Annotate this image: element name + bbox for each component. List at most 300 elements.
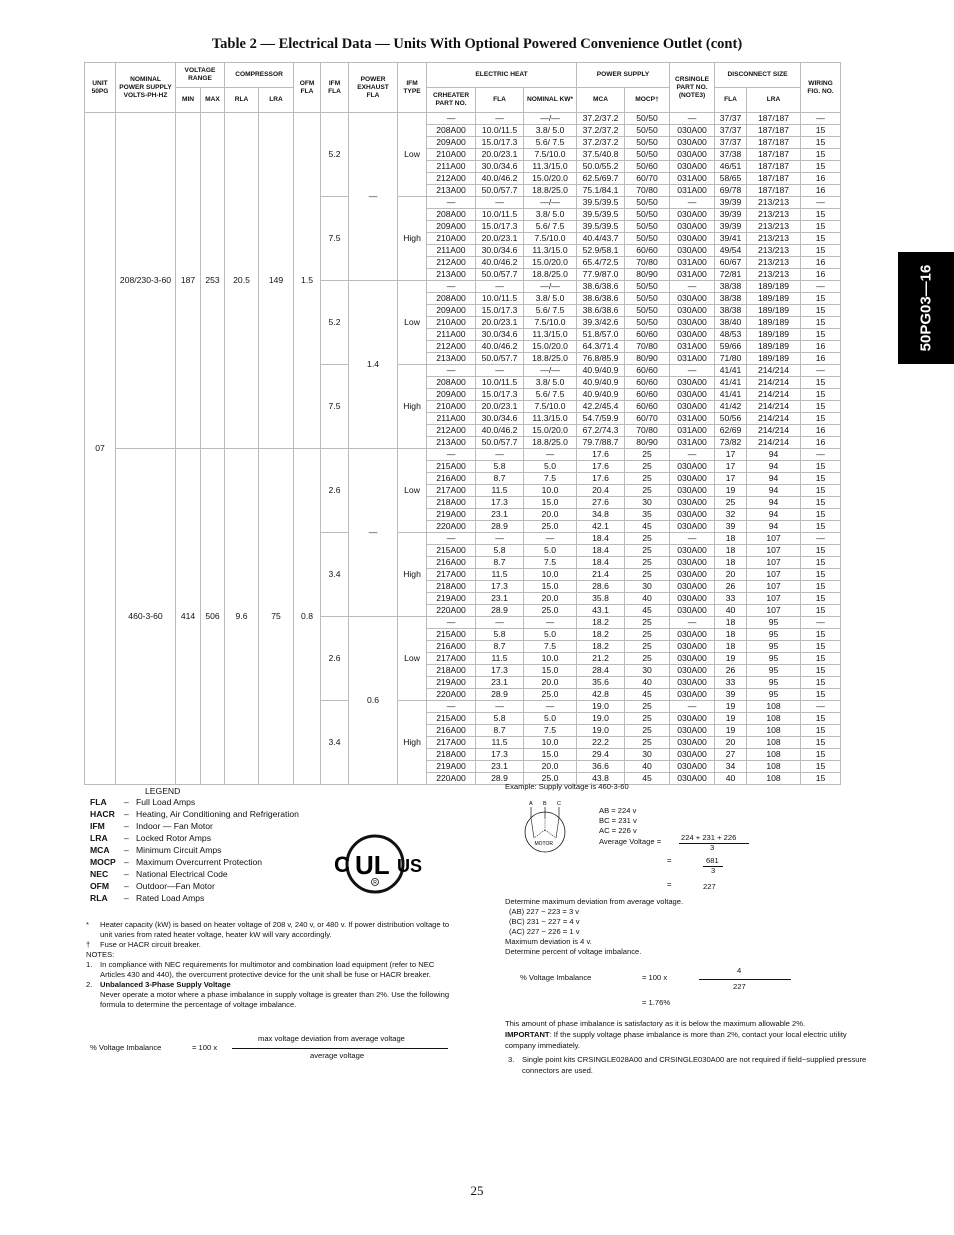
cell-crsingle: 030A00 [670,557,715,569]
cell-disconnect-fla: 72/81 [715,269,747,281]
cell-heater-fla: — [476,533,524,545]
cell-nominal-kw: 5.6/ 7.5 [524,305,577,317]
sum-numerator: 681 [706,856,719,865]
cell-nominal-kw: 3.8/ 5.0 [524,377,577,389]
cell-compressor-lra: 149 [259,113,294,449]
cell-crheater: 211A00 [427,329,476,341]
cell-crsingle: 030A00 [670,713,715,725]
cell-mca: 17.6 [577,473,625,485]
cell-mocp: 50/50 [625,113,670,125]
cell-compressor-lra: 75 [259,449,294,785]
cell-nominal-kw: 5.0 [524,713,577,725]
cell-voltage-max: 253 [201,113,225,449]
cell-ifm-type: Low [398,281,427,365]
cell-crheater: 219A00 [427,677,476,689]
cell-crsingle: 031A00 [670,257,715,269]
cell-disconnect-fla: 19 [715,725,747,737]
cell-heater-fla: — [476,113,524,125]
cell-crheater: — [427,449,476,461]
cell-crsingle: 030A00 [670,653,715,665]
cell-mca: 54.7/59.9 [577,413,625,425]
cell-wiring-fig: — [801,113,841,125]
cell-heater-fla: 17.3 [476,665,524,677]
cell-crheater: 210A00 [427,401,476,413]
cell-wiring-fig: 15 [801,629,841,641]
cell-disconnect-lra: 189/189 [747,329,801,341]
cell-crsingle: 031A00 [670,341,715,353]
cell-disconnect-lra: 107 [747,593,801,605]
cell-mca: 18.2 [577,617,625,629]
cell-wiring-fig: 15 [801,149,841,161]
legend-item: RLA – Rated Load Amps [90,893,205,903]
note-2: 2. Unbalanced 3-Phase Supply Voltage Never operate a motor where a phase imbalance in supply voltage is greater than 2%. Use the following formula to determine the percentage of voltage imbalance. [86,980,450,1009]
cell-mocp: 50/50 [625,149,670,161]
cell-mca: 18.2 [577,641,625,653]
cell-mocp: 50/50 [625,305,670,317]
cell-disconnect-fla: 20 [715,737,747,749]
cell-mca: 37.2/37.2 [577,113,625,125]
cell-disconnect-lra: 214/214 [747,389,801,401]
legend-item: NEC – National Electrical Code [90,869,228,879]
cell-disconnect-lra: 94 [747,473,801,485]
cell-disconnect-lra: 94 [747,449,801,461]
cell-disconnect-fla: 73/82 [715,437,747,449]
cell-mocp: 45 [625,605,670,617]
cell-wiring-fig: 15 [801,221,841,233]
cell-nominal-kw: 25.0 [524,605,577,617]
cell-disconnect-lra: 107 [747,545,801,557]
cell-mca: 35.6 [577,677,625,689]
cell-mca: 52.9/58.1 [577,245,625,257]
cell-disconnect-lra: 95 [747,665,801,677]
legend-item: LRA – Locked Rotor Amps [90,833,211,843]
cell-crsingle: 031A00 [670,413,715,425]
cell-crsingle: 030A00 [670,221,715,233]
cell-wiring-fig: 16 [801,341,841,353]
header-mocp: MOCP† [625,88,670,113]
cell-mocp: 45 [625,773,670,785]
cell-disconnect-lra: 107 [747,605,801,617]
cell-disconnect-fla: 32 [715,509,747,521]
cell-disconnect-fla: 39/39 [715,221,747,233]
motor-diagram [520,798,570,854]
cell-heater-fla: 23.1 [476,677,524,689]
cell-mca: 39.5/39.5 [577,221,625,233]
cell-voltage-min: 414 [176,449,201,785]
cell-heater-fla: 40.0/46.2 [476,425,524,437]
pct-numerator: 4 [737,966,742,975]
cell-disconnect-lra: 107 [747,533,801,545]
cell-heater-fla: 8.7 [476,473,524,485]
cell-heater-fla: 50.0/57.7 [476,353,524,365]
cell-disconnect-lra: 108 [747,701,801,713]
cell-disconnect-fla: 41/41 [715,377,747,389]
cell-wiring-fig: 15 [801,581,841,593]
cell-mca: 38.6/38.6 [577,281,625,293]
cell-ofm-fla: 1.5 [294,113,321,449]
cell-disconnect-lra: 189/189 [747,353,801,365]
cell-disconnect-fla: 18 [715,617,747,629]
cell-disconnect-lra: 214/214 [747,437,801,449]
cell-disconnect-fla: 48/53 [715,329,747,341]
cell-ifm-fla: 2.6 [321,617,349,701]
cell-mca: 50.0/55.2 [577,161,625,173]
cell-heater-fla: 5.8 [476,545,524,557]
cell-crheater: — [427,701,476,713]
cell-ifm-fla: 7.5 [321,365,349,449]
cell-wiring-fig: 16 [801,173,841,185]
header-power-supply: POWER SUPPLY [577,63,670,88]
cell-crsingle: — [670,533,715,545]
cell-mocp: 25 [625,629,670,641]
cell-mca: 65.4/72.5 [577,257,625,269]
cell-mca: 40.9/40.9 [577,377,625,389]
cell-nominal-kw: 15.0/20.0 [524,257,577,269]
cell-mca: 18.4 [577,557,625,569]
cell-crsingle: — [670,365,715,377]
pct-denominator: 227 [733,982,746,991]
cell-mocp: 25 [625,557,670,569]
cell-wiring-fig: 15 [801,125,841,137]
cell-wiring-fig: 15 [801,509,841,521]
cell-mocp: 25 [625,569,670,581]
cell-nominal-kw: 10.0 [524,653,577,665]
cell-crheater: 220A00 [427,605,476,617]
cell-disconnect-fla: 18 [715,533,747,545]
ul-letters: UL [355,850,390,880]
cell-disconnect-fla: 18 [715,641,747,653]
cell-mocp: 25 [625,485,670,497]
cell-crsingle: 030A00 [670,581,715,593]
cell-wiring-fig: 15 [801,713,841,725]
cell-mocp: 70/80 [625,341,670,353]
cell-crheater: 218A00 [427,749,476,761]
cell-crsingle: 030A00 [670,233,715,245]
cell-wiring-fig: 15 [801,389,841,401]
cell-disconnect-lra: 94 [747,485,801,497]
cell-nominal-kw: 3.8/ 5.0 [524,293,577,305]
cell-disconnect-lra: 95 [747,677,801,689]
cell-heater-fla: 15.0/17.3 [476,305,524,317]
cell-mca: 21.2 [577,653,625,665]
cell-mocp: 40 [625,761,670,773]
cell-mocp: 80/90 [625,269,670,281]
cell-wiring-fig: 15 [801,773,841,785]
cell-heater-fla: 23.1 [476,761,524,773]
cell-wiring-fig: 15 [801,293,841,305]
cell-heater-fla: 15.0/17.3 [476,221,524,233]
cell-crheater: 217A00 [427,485,476,497]
cell-wiring-fig: 15 [801,737,841,749]
cell-disconnect-lra: 214/214 [747,413,801,425]
cell-wiring-fig: 15 [801,377,841,389]
cell-heater-fla: — [476,197,524,209]
cell-disconnect-fla: 69/78 [715,185,747,197]
cell-crsingle: 030A00 [670,593,715,605]
cell-crheater: 218A00 [427,581,476,593]
cell-wiring-fig: 15 [801,665,841,677]
cell-crheater: 209A00 [427,389,476,401]
cell-mca: 38.6/38.6 [577,305,625,317]
cell-heater-fla: 10.0/11.5 [476,377,524,389]
cell-mocp: 30 [625,749,670,761]
cell-mocp: 25 [625,461,670,473]
cell-mocp: 30 [625,497,670,509]
cell-crheater: 209A00 [427,137,476,149]
cell-crsingle: 030A00 [670,677,715,689]
cell-heater-fla: — [476,449,524,461]
cell-wiring-fig: — [801,533,841,545]
cell-heater-fla: 20.0/23.1 [476,317,524,329]
cell-crheater: 208A00 [427,125,476,137]
cell-crsingle: 030A00 [670,377,715,389]
cell-wiring-fig: — [801,365,841,377]
cell-mca: 17.6 [577,461,625,473]
cell-crsingle: 030A00 [670,545,715,557]
note-1: 1. In compliance with NEC requirements for multimotor and combination load equipment (refer to NEC Articles 430 and 440), the overcurrent protective device for the unit shall be fuse or HACR breaker. [86,960,435,979]
cell-crsingle: 030A00 [670,317,715,329]
cell-heater-fla: 23.1 [476,593,524,605]
notes-section [86,920,458,1010]
cell-nominal-kw: 18.8/25.0 [524,269,577,281]
legend-item: MOCP – Maximum Overcurrent Protection [90,857,263,867]
cell-heater-fla: 11.5 [476,737,524,749]
table-body [85,113,841,785]
cell-wiring-fig: 15 [801,761,841,773]
cell-crsingle: — [670,197,715,209]
cell-wiring-fig: 15 [801,461,841,473]
cell-ifm-type: Low [398,113,427,197]
cell-wiring-fig: 15 [801,593,841,605]
cell-nominal-kw: 20.0 [524,509,577,521]
cell-disconnect-lra: 107 [747,557,801,569]
cell-crsingle: 030A00 [670,329,715,341]
header-voltage-range: VOLTAGE RANGE [176,63,225,88]
cell-heater-fla: 30.0/34.6 [476,329,524,341]
cell-disconnect-lra: 214/214 [747,401,801,413]
cell-disconnect-lra: 213/213 [747,209,801,221]
cell-disconnect-lra: 95 [747,629,801,641]
cell-wiring-fig: — [801,449,841,461]
cell-disconnect-fla: 37/38 [715,149,747,161]
svg-text:C: C [557,801,561,807]
cell-mca: 37.2/37.2 [577,125,625,137]
cell-crheater: 217A00 [427,569,476,581]
cell-wiring-fig: 15 [801,233,841,245]
cell-nominal-kw: —/— [524,197,577,209]
cell-mca: 42.2/45.4 [577,401,625,413]
header-unit: UNIT 50PG [85,63,116,113]
voltage-bc: BC = 231 v [599,816,637,825]
ul-c-letter: C [334,852,350,877]
cell-heater-fla: 11.5 [476,569,524,581]
cell-power-exhaust: — [349,113,398,281]
cell-mocp: 25 [625,533,670,545]
cell-mocp: 60/60 [625,329,670,341]
cell-heater-fla: — [476,617,524,629]
avg-voltage-label: Average Voltage = [599,837,662,846]
cell-nominal-kw: — [524,533,577,545]
cell-crheater: 213A00 [427,269,476,281]
cell-disconnect-fla: 37/37 [715,137,747,149]
cell-nominal-kw: 15.0/20.0 [524,425,577,437]
cell-disconnect-lra: 108 [747,713,801,725]
cell-crheater: 211A00 [427,413,476,425]
cell-disconnect-lra: 213/213 [747,233,801,245]
avg-voltage-numerator: 224 + 231 + 226 [681,833,737,842]
cell-crsingle: 030A00 [670,725,715,737]
cell-mca: 37.5/40.8 [577,149,625,161]
example-header: Example: Supply voltage is 460-3-60 [505,782,629,791]
cell-wiring-fig: 15 [801,605,841,617]
header-fla: FLA [476,88,524,113]
cell-disconnect-fla: 17 [715,473,747,485]
cell-disconnect-lra: 108 [747,773,801,785]
cell-nominal-kw: — [524,617,577,629]
cell-wiring-fig: 15 [801,317,841,329]
cell-heater-fla: 10.0/11.5 [476,209,524,221]
cell-crsingle: 031A00 [670,269,715,281]
cell-wiring-fig: 15 [801,209,841,221]
cell-mocp: 25 [625,617,670,629]
cell-mocp: 25 [625,653,670,665]
cell-mocp: 80/90 [625,437,670,449]
cell-nominal-kw: —/— [524,281,577,293]
cell-crsingle: 030A00 [670,689,715,701]
cell-mocp: 60/60 [625,365,670,377]
cell-wiring-fig: 15 [801,245,841,257]
cell-disconnect-fla: 20 [715,569,747,581]
header-nominal: NOMINAL POWER SUPPLY VOLTS-PH-HZ [116,63,176,113]
cell-disconnect-lra: 187/187 [747,185,801,197]
cell-nominal-kw: — [524,449,577,461]
cell-crheater: 220A00 [427,521,476,533]
header-compressor: COMPRESSOR [225,63,294,88]
header-disconnect-lra: LRA [747,88,801,113]
cell-power-exhaust: — [349,449,398,617]
cell-crsingle: 030A00 [670,293,715,305]
cell-disconnect-fla: 46/51 [715,161,747,173]
cell-mca: 34.8 [577,509,625,521]
cell-disconnect-fla: 40 [715,605,747,617]
cell-nominal-kw: 20.0 [524,761,577,773]
svg-text:B: B [543,801,547,807]
cell-ifm-type: High [398,701,427,785]
cell-crheater: 208A00 [427,377,476,389]
cell-crsingle: 030A00 [670,461,715,473]
cell-ifm-fla: 5.2 [321,281,349,365]
cell-wiring-fig: 16 [801,269,841,281]
cell-heater-fla: 28.9 [476,773,524,785]
cell-mocp: 50/50 [625,281,670,293]
cell-crheater: 216A00 [427,557,476,569]
side-tab [898,252,954,364]
cell-disconnect-lra: 187/187 [747,137,801,149]
cell-crheater: 215A00 [427,713,476,725]
cell-disconnect-fla: 71/80 [715,353,747,365]
cell-wiring-fig: 15 [801,557,841,569]
avg-voltage-denominator: 3 [710,843,715,852]
cell-crheater: 209A00 [427,305,476,317]
cell-nominal-kw: 10.0 [524,737,577,749]
cell-mca: 19.0 [577,725,625,737]
cell-mca: 19.0 [577,713,625,725]
cell-mca: 39.3/42.6 [577,317,625,329]
legend-item: OFM – Outdoor—Fan Motor [90,881,215,891]
cell-crsingle: 030A00 [670,773,715,785]
page-title: Table 2 — Electrical Data — Units With Optional Powered Convenience Outlet (cont) [211,36,743,52]
cell-mocp: 25 [625,713,670,725]
cell-nominal-kw: 5.0 [524,545,577,557]
cell-crheater: 220A00 [427,689,476,701]
cell-disconnect-fla: 17 [715,449,747,461]
cell-crheater: 218A00 [427,497,476,509]
cell-nominal-kw: 10.0 [524,569,577,581]
legend-title: LEGEND [145,786,181,796]
cell-mca: 39.5/39.5 [577,209,625,221]
cell-heater-fla: 50.0/57.7 [476,185,524,197]
cell-crsingle: 031A00 [670,425,715,437]
cell-disconnect-lra: 214/214 [747,425,801,437]
cell-nominal-kw: 5.0 [524,629,577,641]
header-min: MIN [176,88,201,113]
cell-mca: 18.4 [577,533,625,545]
cell-disconnect-lra: 213/213 [747,197,801,209]
cell-disconnect-fla: 18 [715,629,747,641]
note-dagger: † Fuse or HACR circuit breaker. [86,940,201,949]
cell-mca: 28.6 [577,581,625,593]
cell-wiring-fig: — [801,701,841,713]
voltage-ab: AB = 224 v [599,806,637,815]
cell-wiring-fig: 15 [801,473,841,485]
legend-item: HACR – Heating, Air Conditioning and Refrigeration [90,809,299,819]
cell-crheater: — [427,365,476,377]
cell-disconnect-fla: 38/38 [715,305,747,317]
cell-disconnect-lra: 187/187 [747,125,801,137]
cell-disconnect-lra: 189/189 [747,341,801,353]
cell-crheater: — [427,113,476,125]
cell-crsingle: 030A00 [670,749,715,761]
cell-disconnect-lra: 94 [747,461,801,473]
cell-nominal-kw: 25.0 [524,689,577,701]
cell-crheater: 216A00 [427,473,476,485]
cell-crheater: 212A00 [427,257,476,269]
cell-mocp: 25 [625,641,670,653]
cell-crheater: 210A00 [427,149,476,161]
cell-mca: 17.6 [577,449,625,461]
cell-ifm-type: Low [398,449,427,533]
cell-disconnect-fla: 39/41 [715,233,747,245]
cell-mca: 29.4 [577,749,625,761]
cell-mocp: 40 [625,593,670,605]
cell-heater-fla: 28.9 [476,689,524,701]
header-crsingle: CRSINGLE PART NO. (NOTE3) [670,63,715,113]
cell-wiring-fig: 15 [801,413,841,425]
cell-heater-fla: 8.7 [476,641,524,653]
cell-mca: 36.6 [577,761,625,773]
cell-mca: 35.8 [577,593,625,605]
ul-certification-logo [326,824,424,904]
notes-label: NOTES: [86,950,115,959]
cell-crsingle: 030A00 [670,389,715,401]
cell-nominal-kw: 5.6/ 7.5 [524,389,577,401]
cell-mocp: 60/70 [625,173,670,185]
cell-mocp: 60/60 [625,389,670,401]
cell-mca: 42.1 [577,521,625,533]
cell-wiring-fig: 16 [801,425,841,437]
cell-crsingle: — [670,617,715,629]
cell-crheater: 210A00 [427,317,476,329]
